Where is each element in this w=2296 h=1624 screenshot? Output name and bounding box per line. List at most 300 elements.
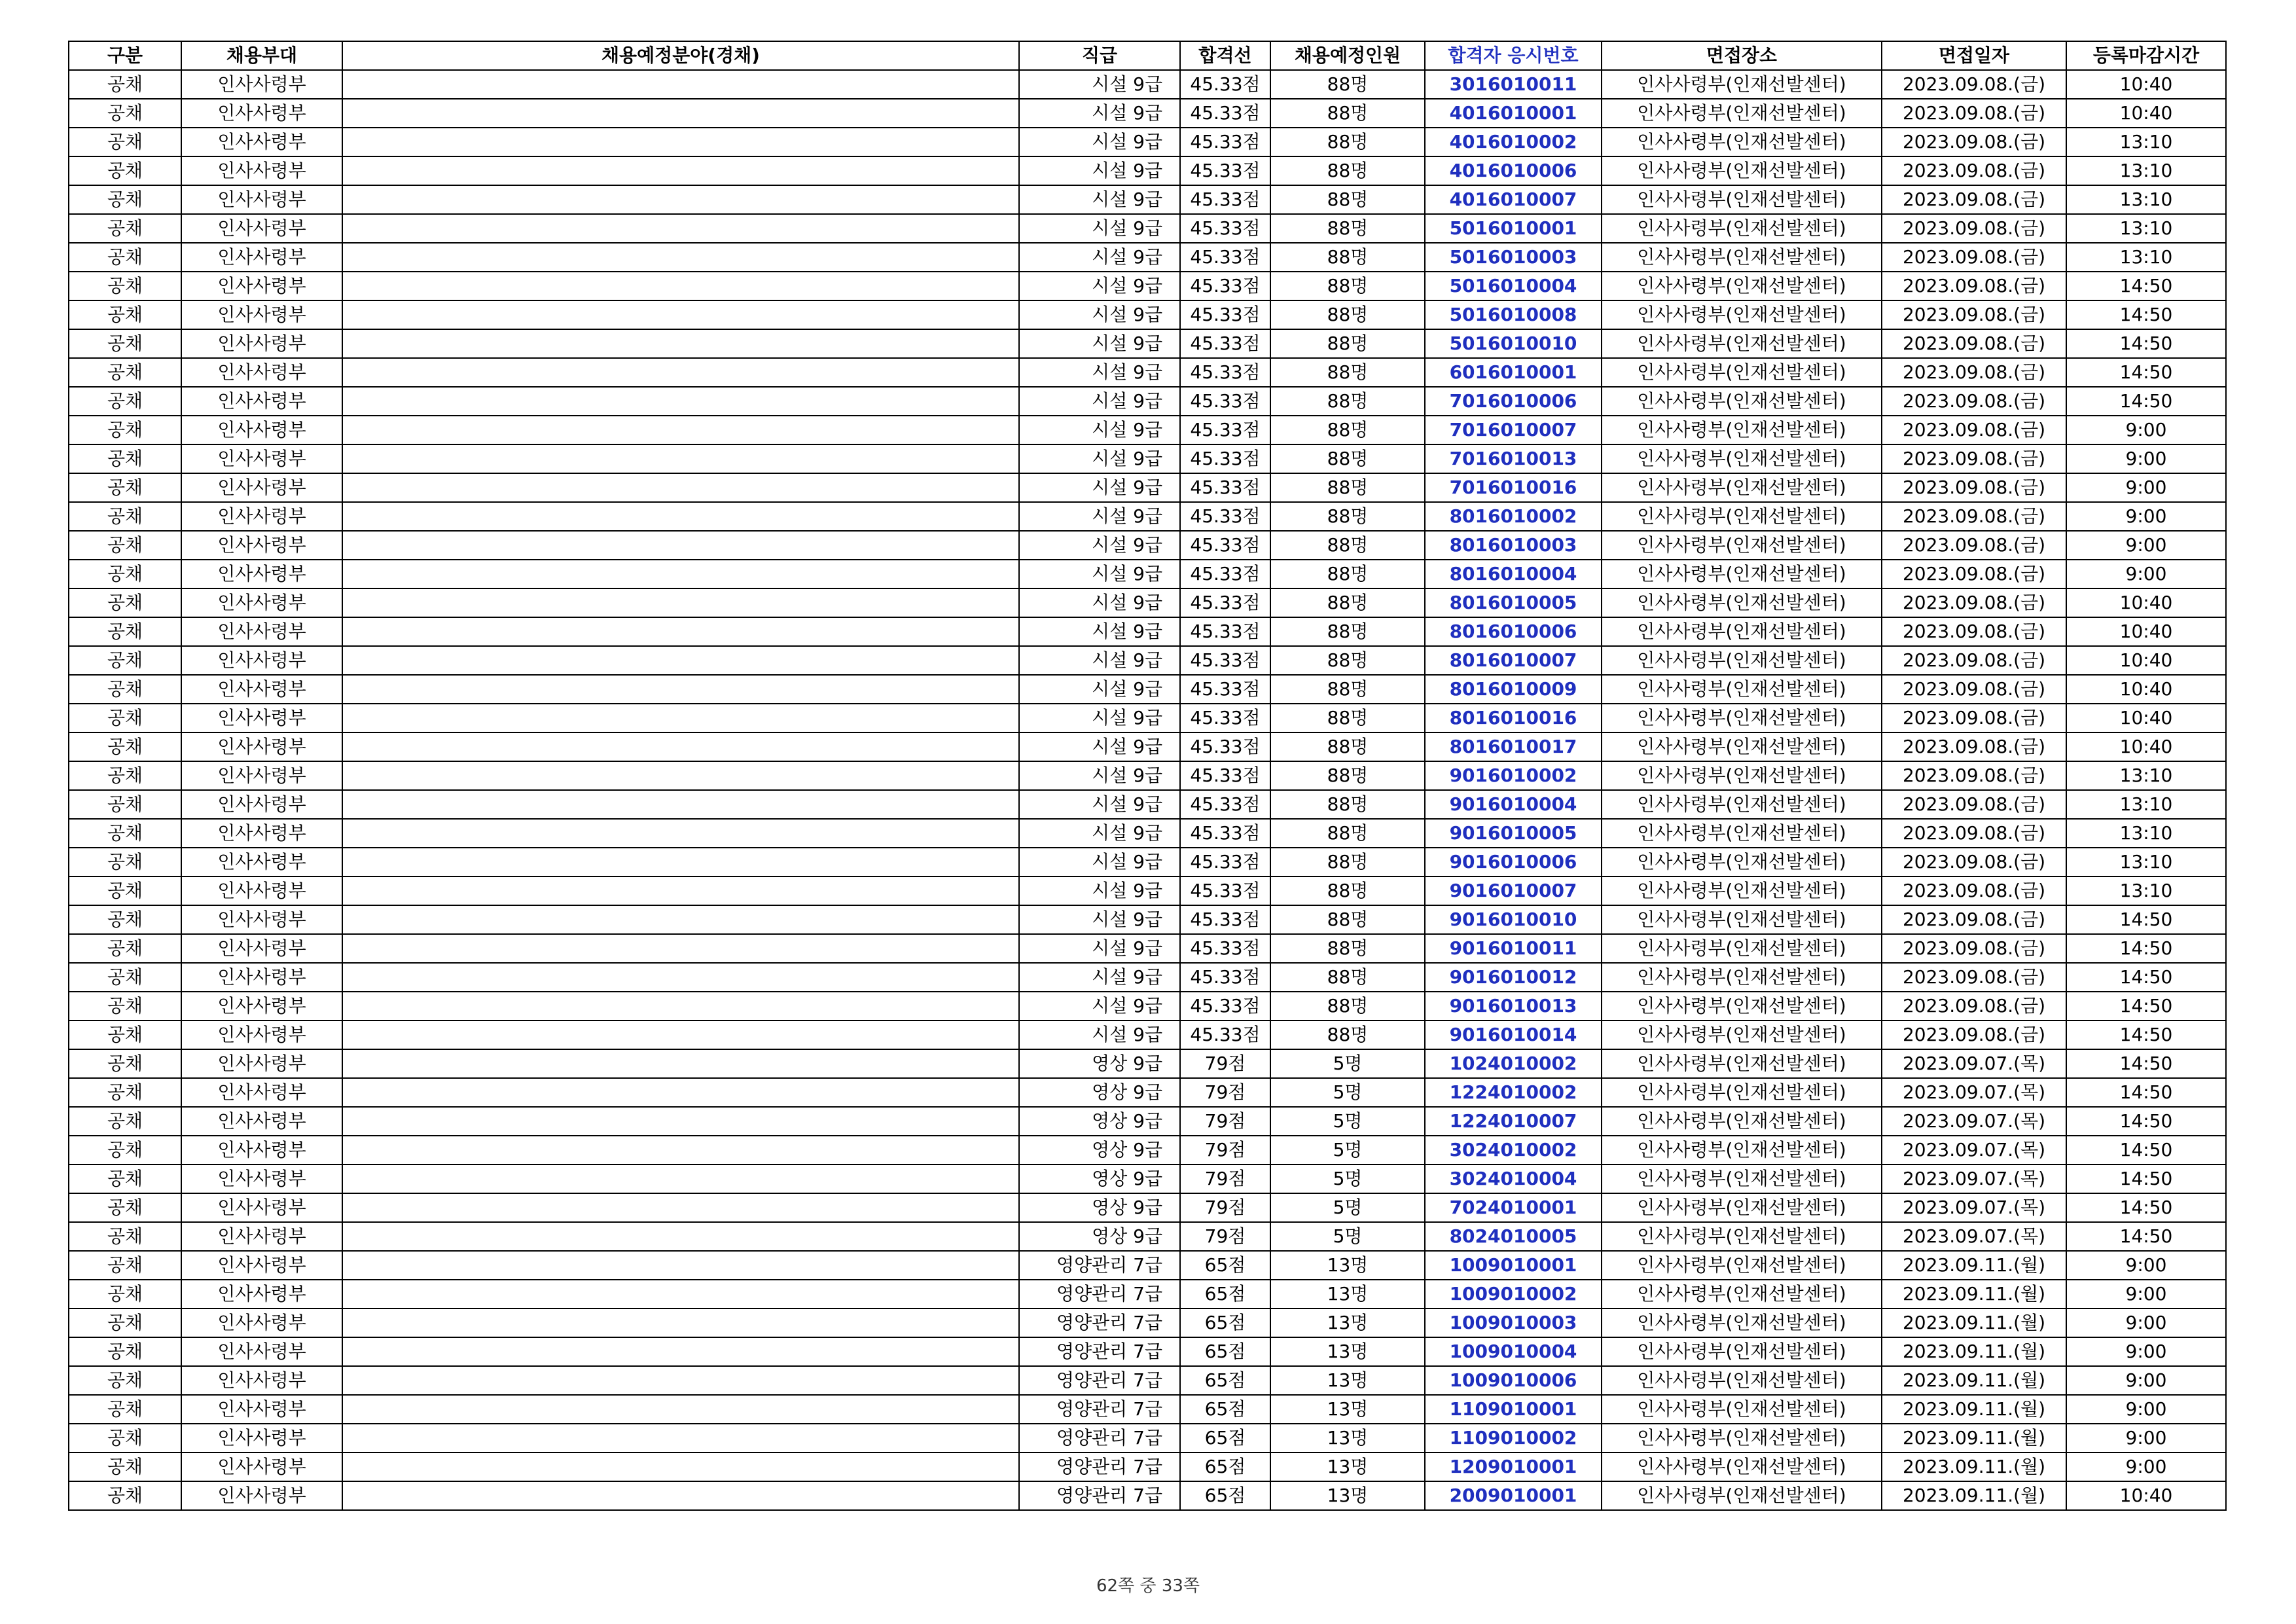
type-cell: 공채 (69, 1193, 181, 1222)
exam-number-cell: 9016010012 (1425, 963, 1602, 992)
date-cell: 2023.09.08.(금) (1882, 358, 2066, 387)
grade-cell: 시설 9급 (1019, 790, 1180, 819)
type-cell: 공채 (69, 1049, 181, 1078)
field-cell (342, 1078, 1019, 1107)
exam-number-cell: 8016010004 (1425, 560, 1602, 588)
unit-cell: 인사사령부 (181, 790, 342, 819)
location-cell: 인사사령부(인재선발센터) (1602, 1020, 1882, 1049)
quota-cell: 88명 (1270, 905, 1425, 934)
date-cell: 2023.09.08.(금) (1882, 704, 2066, 732)
type-cell: 공채 (69, 732, 181, 761)
location-cell: 인사사령부(인재선발센터) (1602, 790, 1882, 819)
grade-cell: 영양관리 7급 (1019, 1337, 1180, 1366)
cutoff-cell: 79점 (1180, 1078, 1270, 1107)
unit-cell: 인사사령부 (181, 1251, 342, 1280)
field-cell (342, 1251, 1019, 1280)
col-header-unit: 채용부대 (181, 41, 342, 70)
type-cell: 공채 (69, 128, 181, 156)
location-cell: 인사사령부(인재선발센터) (1602, 819, 1882, 848)
date-cell: 2023.09.08.(금) (1882, 1020, 2066, 1049)
unit-cell: 인사사령부 (181, 156, 342, 185)
exam-number-cell: 9016010010 (1425, 905, 1602, 934)
location-cell: 인사사령부(인재선발센터) (1602, 1136, 1882, 1164)
unit-cell: 인사사령부 (181, 300, 342, 329)
cutoff-cell: 45.33점 (1180, 617, 1270, 646)
grade-cell: 시설 9급 (1019, 358, 1180, 387)
cutoff-cell: 45.33점 (1180, 934, 1270, 963)
unit-cell: 인사사령부 (181, 272, 342, 300)
date-cell: 2023.09.08.(금) (1882, 646, 2066, 675)
table-row (69, 1136, 2226, 1164)
quota-cell: 88명 (1270, 358, 1425, 387)
location-cell: 인사사령부(인재선발센터) (1602, 416, 1882, 444)
grade-cell: 시설 9급 (1019, 848, 1180, 876)
location-cell: 인사사령부(인재선발센터) (1602, 560, 1882, 588)
cutoff-cell: 45.33점 (1180, 387, 1270, 416)
cutoff-cell: 65점 (1180, 1280, 1270, 1308)
deadline-cell: 14:50 (2066, 905, 2226, 934)
location-cell: 인사사령부(인재선발센터) (1602, 272, 1882, 300)
table-row (69, 1078, 2226, 1107)
quota-cell: 5명 (1270, 1136, 1425, 1164)
grade-cell: 시설 9급 (1019, 675, 1180, 704)
deadline-cell: 14:50 (2066, 1193, 2226, 1222)
field-cell (342, 1308, 1019, 1337)
field-cell (342, 387, 1019, 416)
unit-cell: 인사사령부 (181, 243, 342, 272)
exam-number-cell: 8016010006 (1425, 617, 1602, 646)
grade-cell: 시설 9급 (1019, 156, 1180, 185)
table-row (69, 214, 2226, 243)
unit-cell: 인사사령부 (181, 1453, 342, 1481)
cutoff-cell: 45.33점 (1180, 1020, 1270, 1049)
location-cell: 인사사령부(인재선발센터) (1602, 1222, 1882, 1251)
date-cell: 2023.09.08.(금) (1882, 876, 2066, 905)
deadline-cell: 13:10 (2066, 761, 2226, 790)
deadline-cell: 14:50 (2066, 963, 2226, 992)
table-row (69, 1222, 2226, 1251)
location-cell: 인사사령부(인재선발센터) (1602, 761, 1882, 790)
date-cell: 2023.09.08.(금) (1882, 444, 2066, 473)
deadline-cell: 13:10 (2066, 876, 2226, 905)
table-row (69, 704, 2226, 732)
table-row (69, 416, 2226, 444)
type-cell: 공채 (69, 214, 181, 243)
location-cell: 인사사령부(인재선발센터) (1602, 1280, 1882, 1308)
deadline-cell: 13:10 (2066, 790, 2226, 819)
quota-cell: 13명 (1270, 1395, 1425, 1424)
location-cell: 인사사령부(인재선발센터) (1602, 70, 1882, 99)
quota-cell: 88명 (1270, 444, 1425, 473)
unit-cell: 인사사령부 (181, 1337, 342, 1366)
cutoff-cell: 65점 (1180, 1251, 1270, 1280)
cutoff-cell: 45.33점 (1180, 531, 1270, 560)
table-row (69, 329, 2226, 358)
quota-cell: 88명 (1270, 819, 1425, 848)
date-cell: 2023.09.07.(목) (1882, 1193, 2066, 1222)
field-cell (342, 560, 1019, 588)
table-row (69, 502, 2226, 531)
cutoff-cell: 45.33점 (1180, 819, 1270, 848)
grade-cell: 시설 9급 (1019, 732, 1180, 761)
deadline-cell: 9:00 (2066, 1453, 2226, 1481)
date-cell: 2023.09.08.(금) (1882, 732, 2066, 761)
cutoff-cell: 45.33점 (1180, 128, 1270, 156)
deadline-cell: 10:40 (2066, 617, 2226, 646)
location-cell: 인사사령부(인재선발센터) (1602, 675, 1882, 704)
quota-cell: 5명 (1270, 1107, 1425, 1136)
exam-number-cell: 9016010002 (1425, 761, 1602, 790)
location-cell: 인사사령부(인재선발센터) (1602, 300, 1882, 329)
unit-cell: 인사사령부 (181, 1193, 342, 1222)
deadline-cell: 9:00 (2066, 1337, 2226, 1366)
unit-cell: 인사사령부 (181, 1049, 342, 1078)
location-cell: 인사사령부(인재선발센터) (1602, 444, 1882, 473)
table-row (69, 905, 2226, 934)
date-cell: 2023.09.08.(금) (1882, 531, 2066, 560)
grade-cell: 영상 9급 (1019, 1164, 1180, 1193)
table-row (69, 272, 2226, 300)
cutoff-cell: 79점 (1180, 1193, 1270, 1222)
table-row (69, 1020, 2226, 1049)
exam-number-cell: 1009010002 (1425, 1280, 1602, 1308)
deadline-cell: 14:50 (2066, 1136, 2226, 1164)
type-cell: 공채 (69, 675, 181, 704)
deadline-cell: 10:40 (2066, 704, 2226, 732)
exam-number-cell: 8016010017 (1425, 732, 1602, 761)
type-cell: 공채 (69, 876, 181, 905)
date-cell: 2023.09.08.(금) (1882, 963, 2066, 992)
field-cell (342, 502, 1019, 531)
unit-cell: 인사사령부 (181, 329, 342, 358)
grade-cell: 영상 9급 (1019, 1136, 1180, 1164)
field-cell (342, 588, 1019, 617)
type-cell: 공채 (69, 1481, 181, 1510)
deadline-cell: 10:40 (2066, 675, 2226, 704)
unit-cell: 인사사령부 (181, 444, 342, 473)
exam-number-cell: 9016010014 (1425, 1020, 1602, 1049)
deadline-cell: 13:10 (2066, 214, 2226, 243)
grade-cell: 시설 9급 (1019, 617, 1180, 646)
quota-cell: 88명 (1270, 588, 1425, 617)
quota-cell: 88명 (1270, 185, 1425, 214)
deadline-cell: 9:00 (2066, 1280, 2226, 1308)
location-cell: 인사사령부(인재선발센터) (1602, 876, 1882, 905)
field-cell (342, 243, 1019, 272)
date-cell: 2023.09.08.(금) (1882, 675, 2066, 704)
cutoff-cell: 45.33점 (1180, 761, 1270, 790)
deadline-cell: 14:50 (2066, 992, 2226, 1020)
type-cell: 공채 (69, 1395, 181, 1424)
grade-cell: 영상 9급 (1019, 1078, 1180, 1107)
table-row (69, 185, 2226, 214)
location-cell: 인사사령부(인재선발센터) (1602, 963, 1882, 992)
quota-cell: 5명 (1270, 1164, 1425, 1193)
type-cell: 공채 (69, 819, 181, 848)
date-cell: 2023.09.07.(목) (1882, 1078, 2066, 1107)
unit-cell: 인사사령부 (181, 992, 342, 1020)
date-cell: 2023.09.11.(월) (1882, 1395, 2066, 1424)
table-row (69, 358, 2226, 387)
cutoff-cell: 45.33점 (1180, 588, 1270, 617)
deadline-cell: 9:00 (2066, 1251, 2226, 1280)
grade-cell: 영양관리 7급 (1019, 1453, 1180, 1481)
field-cell (342, 1366, 1019, 1395)
field-cell (342, 1337, 1019, 1366)
cutoff-cell: 79점 (1180, 1049, 1270, 1078)
table-row (69, 963, 2226, 992)
table-row (69, 1049, 2226, 1078)
exam-number-cell: 7016010007 (1425, 416, 1602, 444)
table-row (69, 1164, 2226, 1193)
quota-cell: 88명 (1270, 329, 1425, 358)
table-row (69, 1308, 2226, 1337)
exam-number-cell: 4016010001 (1425, 99, 1602, 128)
deadline-cell: 14:50 (2066, 387, 2226, 416)
grade-cell: 시설 9급 (1019, 1020, 1180, 1049)
quota-cell: 88명 (1270, 300, 1425, 329)
unit-cell: 인사사령부 (181, 934, 342, 963)
field-cell (342, 358, 1019, 387)
table-row (69, 560, 2226, 588)
table-row (69, 876, 2226, 905)
field-cell (342, 1481, 1019, 1510)
exam-number-cell: 5016010008 (1425, 300, 1602, 329)
col-header-date: 면접일자 (1882, 41, 2066, 70)
col-header-field: 채용예정분야(경채) (342, 41, 1019, 70)
deadline-cell: 13:10 (2066, 243, 2226, 272)
exam-number-cell: 5016010010 (1425, 329, 1602, 358)
table-row (69, 588, 2226, 617)
exam-number-cell: 5016010003 (1425, 243, 1602, 272)
location-cell: 인사사령부(인재선발센터) (1602, 1453, 1882, 1481)
type-cell: 공채 (69, 1366, 181, 1395)
cutoff-cell: 45.33점 (1180, 416, 1270, 444)
date-cell: 2023.09.08.(금) (1882, 214, 2066, 243)
deadline-cell: 14:50 (2066, 1107, 2226, 1136)
unit-cell: 인사사령부 (181, 1366, 342, 1395)
deadline-cell: 13:10 (2066, 185, 2226, 214)
col-header-quota: 채용예정인원 (1270, 41, 1425, 70)
date-cell: 2023.09.08.(금) (1882, 905, 2066, 934)
grade-cell: 시설 9급 (1019, 300, 1180, 329)
location-cell: 인사사령부(인재선발센터) (1602, 329, 1882, 358)
location-cell: 인사사령부(인재선발센터) (1602, 992, 1882, 1020)
field-cell (342, 416, 1019, 444)
field-cell (342, 1222, 1019, 1251)
quota-cell: 13명 (1270, 1280, 1425, 1308)
exam-number-cell: 5016010001 (1425, 214, 1602, 243)
grade-cell: 시설 9급 (1019, 473, 1180, 502)
deadline-cell: 9:00 (2066, 502, 2226, 531)
grade-cell: 시설 9급 (1019, 444, 1180, 473)
location-cell: 인사사령부(인재선발센터) (1602, 1366, 1882, 1395)
table-row (69, 848, 2226, 876)
table-row (69, 243, 2226, 272)
cutoff-cell: 45.33점 (1180, 646, 1270, 675)
grade-cell: 시설 9급 (1019, 761, 1180, 790)
cutoff-cell: 45.33점 (1180, 992, 1270, 1020)
location-cell: 인사사령부(인재선발센터) (1602, 588, 1882, 617)
date-cell: 2023.09.08.(금) (1882, 387, 2066, 416)
exam-number-cell: 9016010007 (1425, 876, 1602, 905)
exam-number-cell: 4016010002 (1425, 128, 1602, 156)
cutoff-cell: 45.33점 (1180, 156, 1270, 185)
location-cell: 인사사령부(인재선발센터) (1602, 1193, 1882, 1222)
exam-number-cell: 1009010004 (1425, 1337, 1602, 1366)
table-row (69, 992, 2226, 1020)
date-cell: 2023.09.07.(목) (1882, 1107, 2066, 1136)
deadline-cell: 14:50 (2066, 272, 2226, 300)
table-row (69, 1453, 2226, 1481)
type-cell: 공채 (69, 1337, 181, 1366)
grade-cell: 시설 9급 (1019, 329, 1180, 358)
field-cell (342, 1164, 1019, 1193)
quota-cell: 88명 (1270, 617, 1425, 646)
table-row (69, 99, 2226, 128)
deadline-cell: 14:50 (2066, 1164, 2226, 1193)
exam-number-cell: 1024010002 (1425, 1049, 1602, 1078)
exam-number-cell: 3024010004 (1425, 1164, 1602, 1193)
field-cell (342, 617, 1019, 646)
exam-number-cell: 7016010013 (1425, 444, 1602, 473)
cutoff-cell: 65점 (1180, 1337, 1270, 1366)
cutoff-cell: 45.33점 (1180, 70, 1270, 99)
date-cell: 2023.09.11.(월) (1882, 1481, 2066, 1510)
unit-cell: 인사사령부 (181, 502, 342, 531)
exam-number-cell: 8016010003 (1425, 531, 1602, 560)
quota-cell: 88명 (1270, 272, 1425, 300)
grade-cell: 영상 9급 (1019, 1222, 1180, 1251)
cutoff-cell: 65점 (1180, 1308, 1270, 1337)
header-row (69, 41, 2226, 70)
quota-cell: 13명 (1270, 1337, 1425, 1366)
quota-cell: 88명 (1270, 704, 1425, 732)
cutoff-cell: 45.33점 (1180, 704, 1270, 732)
location-cell: 인사사령부(인재선발센터) (1602, 1424, 1882, 1453)
unit-cell: 인사사령부 (181, 675, 342, 704)
type-cell: 공채 (69, 272, 181, 300)
deadline-cell: 14:50 (2066, 1078, 2226, 1107)
cutoff-cell: 45.33점 (1180, 560, 1270, 588)
cutoff-cell: 45.33점 (1180, 272, 1270, 300)
exam-number-cell: 8016010016 (1425, 704, 1602, 732)
exam-number-cell: 7016010006 (1425, 387, 1602, 416)
type-cell: 공채 (69, 416, 181, 444)
type-cell: 공채 (69, 848, 181, 876)
deadline-cell: 10:40 (2066, 588, 2226, 617)
type-cell: 공채 (69, 1453, 181, 1481)
grade-cell: 시설 9급 (1019, 704, 1180, 732)
location-cell: 인사사령부(인재선발센터) (1602, 1251, 1882, 1280)
quota-cell: 13명 (1270, 1366, 1425, 1395)
deadline-cell: 10:40 (2066, 732, 2226, 761)
unit-cell: 인사사령부 (181, 1164, 342, 1193)
cutoff-cell: 65점 (1180, 1366, 1270, 1395)
date-cell: 2023.09.08.(금) (1882, 502, 2066, 531)
field-cell (342, 992, 1019, 1020)
date-cell: 2023.09.08.(금) (1882, 156, 2066, 185)
quota-cell: 13명 (1270, 1308, 1425, 1337)
unit-cell: 인사사령부 (181, 876, 342, 905)
cutoff-cell: 45.33점 (1180, 963, 1270, 992)
cutoff-cell: 65점 (1180, 1395, 1270, 1424)
date-cell: 2023.09.07.(목) (1882, 1164, 2066, 1193)
field-cell (342, 848, 1019, 876)
cutoff-cell: 65점 (1180, 1424, 1270, 1453)
deadline-cell: 9:00 (2066, 531, 2226, 560)
deadline-cell: 9:00 (2066, 473, 2226, 502)
type-cell: 공채 (69, 1020, 181, 1049)
table-row (69, 1366, 2226, 1395)
cutoff-cell: 79점 (1180, 1136, 1270, 1164)
unit-cell: 인사사령부 (181, 848, 342, 876)
exam-number-cell: 2009010001 (1425, 1481, 1602, 1510)
grade-cell: 영양관리 7급 (1019, 1481, 1180, 1510)
date-cell: 2023.09.11.(월) (1882, 1308, 2066, 1337)
location-cell: 인사사령부(인재선발센터) (1602, 128, 1882, 156)
location-cell: 인사사령부(인재선발센터) (1602, 704, 1882, 732)
quota-cell: 88명 (1270, 732, 1425, 761)
type-cell: 공채 (69, 1424, 181, 1453)
table-row (69, 1424, 2226, 1453)
date-cell: 2023.09.08.(금) (1882, 473, 2066, 502)
cutoff-cell: 45.33점 (1180, 848, 1270, 876)
exam-number-cell: 8016010005 (1425, 588, 1602, 617)
field-cell (342, 272, 1019, 300)
date-cell: 2023.09.07.(목) (1882, 1136, 2066, 1164)
exam-number-cell: 3016010011 (1425, 70, 1602, 99)
unit-cell: 인사사령부 (181, 1308, 342, 1337)
date-cell: 2023.09.08.(금) (1882, 790, 2066, 819)
unit-cell: 인사사령부 (181, 704, 342, 732)
location-cell: 인사사령부(인재선발센터) (1602, 531, 1882, 560)
cutoff-cell: 45.33점 (1180, 185, 1270, 214)
grade-cell: 영상 9급 (1019, 1193, 1180, 1222)
quota-cell: 13명 (1270, 1481, 1425, 1510)
exam-number-cell: 1009010001 (1425, 1251, 1602, 1280)
unit-cell: 인사사령부 (181, 128, 342, 156)
quota-cell: 88명 (1270, 963, 1425, 992)
unit-cell: 인사사령부 (181, 185, 342, 214)
deadline-cell: 13:10 (2066, 128, 2226, 156)
type-cell: 공채 (69, 70, 181, 99)
field-cell (342, 1395, 1019, 1424)
cutoff-cell: 45.33점 (1180, 214, 1270, 243)
date-cell: 2023.09.08.(금) (1882, 185, 2066, 214)
deadline-cell: 13:10 (2066, 156, 2226, 185)
table-row (69, 531, 2226, 560)
grade-cell: 시설 9급 (1019, 876, 1180, 905)
location-cell: 인사사령부(인재선발센터) (1602, 473, 1882, 502)
unit-cell: 인사사령부 (181, 99, 342, 128)
exam-number-cell: 7024010001 (1425, 1193, 1602, 1222)
type-cell: 공채 (69, 1136, 181, 1164)
location-cell: 인사사령부(인재선발센터) (1602, 732, 1882, 761)
exam-number-cell: 7016010016 (1425, 473, 1602, 502)
grade-cell: 시설 9급 (1019, 992, 1180, 1020)
grade-cell: 시설 9급 (1019, 272, 1180, 300)
unit-cell: 인사사령부 (181, 1107, 342, 1136)
results-table (68, 41, 2227, 1511)
deadline-cell: 14:50 (2066, 934, 2226, 963)
field-cell (342, 1280, 1019, 1308)
quota-cell: 88명 (1270, 934, 1425, 963)
field-cell (342, 732, 1019, 761)
cutoff-cell: 45.33점 (1180, 790, 1270, 819)
location-cell: 인사사령부(인재선발센터) (1602, 1078, 1882, 1107)
deadline-cell: 9:00 (2066, 1366, 2226, 1395)
